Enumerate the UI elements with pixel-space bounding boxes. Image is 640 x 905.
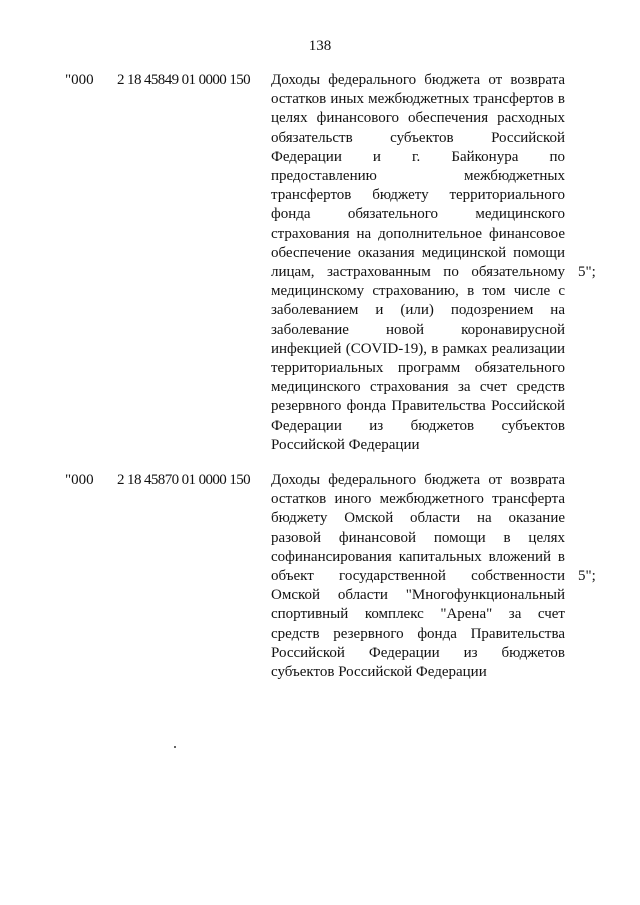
scan-speck	[174, 746, 176, 748]
income-description: Доходы федерального бюджета от возврата остатков иных межбюджетных трансфертов в целях финансового обеспечения расходных обязательств субъектов Российской Федерации и г. Байконура по предоставлению межбюджетных трансфертов бюджету территориального фонда обязательного медицинского страхования на дополнительное финансовое обеспечение оказания медицинской помощи лицам, застрахованным по обязательному медицинскому страхованию, в том числе с заболеванием и (или) подозрением на заболевание новой коронавирусной инфекцией (COVID-19), в рамках реализации территориальных программ обязательного медицинского страхования за счет средств резервного фонда Правительства Российской Федерации из бюджетов субъектов Российской Федерации	[271, 72, 565, 453]
income-description: Доходы федерального бюджета от возврата остатков иного межбюджетного трансферта бюджету Омской области на оказание разовой финансовой помощи в целях софинансирования капитальных вложений в объект государственной собственности Омской области "Многофункциональный спортивный комплекс "Арена" за счет средств резервного фонда Правительства Российской Федерации из бюджетов субъектов Российской Федерации	[271, 472, 565, 681]
page-number: 138	[308, 38, 332, 54]
budget-classification-code: 2 18 45849 01 0000 150	[117, 72, 251, 88]
administrator-code: "000	[65, 72, 94, 88]
budget-classification-code: 2 18 45870 01 0000 150	[117, 472, 251, 488]
distribution-norm: 5";	[578, 264, 596, 280]
distribution-norm: 5";	[578, 568, 596, 584]
administrator-code: "000	[65, 472, 94, 488]
